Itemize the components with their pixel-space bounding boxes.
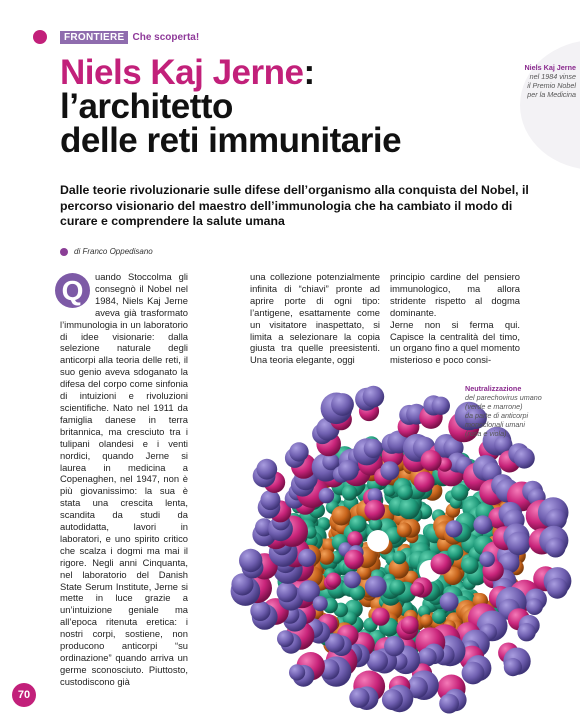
portrait-caption-line: per la Medicina [527,90,576,99]
capsid-blob [349,516,366,533]
antibody-fab [507,532,531,556]
antibody-fab [277,630,294,647]
article-subtitle: Dalle teorie rivoluzionarie sulle difese dell’organismo alla conquista del Nobel, il percorso visionario del maestro dell’immunologia che ha cambiato il modo di curare e comprendere la salute umana [60,183,529,228]
antibody-fab [256,459,277,480]
body-column-3 [390,271,520,366]
byline-dot [60,248,68,256]
title-line-2: l’architetto [60,87,233,126]
title-colon: : [303,53,315,92]
portrait-caption-line: nel 1984 vinse [529,72,576,81]
antibody-fab [546,538,566,558]
page-number: 70 [12,683,36,707]
section-subkicker: Che scoperta! [132,31,200,43]
capsid-blob [461,557,478,574]
antibody-surface [380,461,399,480]
capsid-blob [420,614,433,627]
antibody-surface [326,573,341,588]
section-kicker: FRONTIERE [60,31,128,44]
drop-cap: Q [55,273,90,308]
capsid-blob [397,523,412,538]
illustration-caption-title: Neutralizzazione [465,384,522,393]
antibody-fab [260,490,280,510]
illustration-caption-line: da parte di anticorpi [465,411,529,420]
portrait-caption-name: Niels Kaj Jerne [524,63,576,72]
antibody-surface [372,608,390,626]
section-dot [33,30,47,44]
body-paragraph: Jerne non si ferma qui. Capisce la centralità del timo, un organo fino a quel momento misterioso e poco consi- [390,318,520,366]
capsid-blob [319,549,335,565]
illustration-caption-line: (verde e marrone) [465,402,523,411]
illustration-caption [465,384,565,438]
body-text-col1: uando Stoccolma gli consegnò il Nobel nel 1984, Niels Kaj Jerne aveva già trasformato l’immunologia in un laboratorio di idee visionarie: dalla selezione naturale degli anticorpi alla teoria delle reti, il suo genio aveva sdoganato la difesa del corpo come sinfonia di intuizioni e rivoluzioni scientifiche. Nato nel 1911 da famiglia danese in terra britannica, ma cresciuto tra i tulipani olandesi e i venti nordici, quando Jerne si laurea in medicina a Copenaghen, nel 1947, non è più giovanissimo: la sua è stata una crescita lenta, scandita da studi da autodidatta, lavori in laboratori, e uno spirito critico che scalza i dogmi ma mai il rigore. Negli anni Cinquanta, nel laboratorio del Danish State Serum Institute, Jerne si mette in luce grazie a un’intuizione geniale ma all’epoca ritenuta eretica: i nostri corpi, sostiene, non producono anticorpi “su ordinazione” quando arriva un germe sconosciuto. Piuttosto, custodiscono già [60,271,188,687]
capsid-blob [398,485,413,500]
antibody-fab [514,448,535,469]
antibody-surface [298,549,316,567]
capsid-hole [367,530,389,552]
antibody-fab [432,397,450,415]
section-tag [60,30,199,44]
body-paragraph: principio cardine del pensiero immunologico, ma allora stridente rispetto al dogma dominante. [390,271,520,318]
antibody-surface [364,500,385,521]
portrait-caption-line: il Premio Nobel [527,81,576,90]
antibody-surface [365,576,387,598]
article-title [60,53,490,160]
corner-decoration [520,40,580,170]
capsid-blob [389,580,405,596]
antibody-fab [462,662,485,685]
antibody-surface [421,450,442,471]
antibody-fab [382,689,403,710]
antibody-surface [414,472,435,493]
antibody-fab [439,694,459,714]
capsid-blob [342,485,358,501]
antibody-fab [250,601,270,621]
capsid-blob [393,551,407,565]
antibody-fab [363,386,385,408]
title-line-3: delle reti immunitarie [60,121,402,160]
antibody-fab [547,578,568,599]
antibody-surface [344,550,364,570]
antibody-fab [331,393,354,416]
capsid-blob [398,498,419,519]
antibody-surface [479,551,495,567]
antibody-surface [401,616,419,634]
antibody-surface [384,636,404,656]
antibody-surface [338,460,359,481]
byline-author: di Franco Oppedisano [74,247,153,256]
antibody-fab [289,664,305,680]
antibody-fab [349,688,369,708]
antibody-fab [289,442,308,461]
title-name: Niels Kaj Jerne [60,53,304,92]
antibody-surface [440,592,459,611]
illustration-caption-line: monoclonali umani [465,420,525,429]
capsid-blob [432,610,446,624]
antibody-fab [364,439,383,458]
portrait-caption [476,63,576,99]
body-column-2: una collezione potenzialmente infinita di “chiavi” pronte ad aprire porte di ogni tipo: l’antigene, esattamente come un visitatore inaspettato, si limita a selezionare la copia giusta tra quelle preesistenti. Una teoria elegante, oggi [250,271,380,366]
byline [60,247,153,256]
body-column-1 [60,271,188,688]
illustration-caption-line: del parechovirus umano [465,393,542,402]
antibody-fab [526,598,543,615]
antibody-surface [445,520,462,537]
antibody-fab [504,658,522,676]
illustration-caption-line: (rosa e viola) [465,429,507,438]
capsid-blob [332,506,352,526]
antibody-fab [517,623,535,641]
antibody-surface [313,596,328,611]
antibody-surface [431,553,452,574]
antibody-fab [239,549,262,572]
antibody-surface [347,531,362,546]
antibody-fab [277,582,298,603]
antibody-surface [319,488,335,504]
capsid-blob [451,484,468,501]
antibody-surface [344,571,361,588]
antibody-surface [410,582,424,596]
antibody-surface [473,515,492,534]
